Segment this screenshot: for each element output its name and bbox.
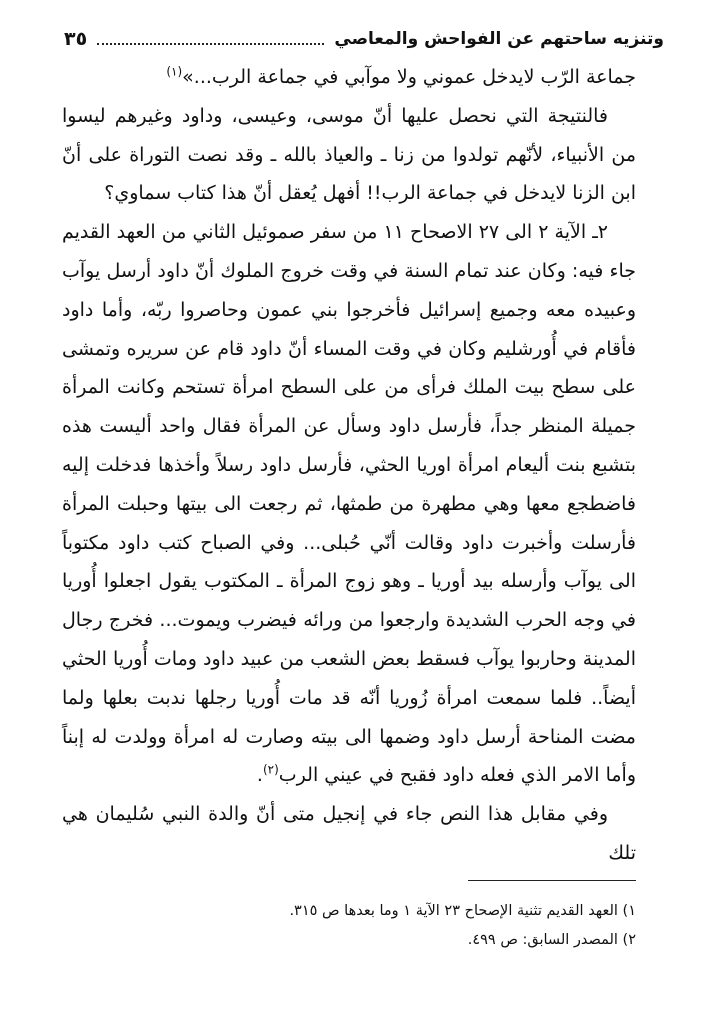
- footnotes: [62, 897, 636, 955]
- paragraph-2: [62, 97, 636, 213]
- paragraph-text: وفي مقابل هذا النص جاء في إنجيل متى أنّ والدة النبي سُليمان هي تلك: [62, 803, 636, 864]
- paragraph-text: فالنتيجة التي نحصل عليها أنّ موسى، وعيسى، وداود وغيرهم ليسوا من الأنبياء، لأنّهم تولدوا من زنا ـ والعياذ بالله ـ وقد نصت التوراة على أنّ ابن الزنا لايدخل في جماعة الرب!! أفهل يُعقل أنّ هذا كتاب سماوي؟: [62, 104, 636, 205]
- footnote-divider: [468, 880, 636, 881]
- running-header: [64, 22, 664, 56]
- footnote-ref-2: (٢): [262, 763, 279, 778]
- dotted-leader: [97, 33, 324, 45]
- paragraph-1: [62, 58, 636, 97]
- page-number: ٣٥: [64, 28, 88, 50]
- footnote-ref-1: (١): [166, 64, 183, 79]
- paragraph-text: جماعة الرّب لايدخل عموني ولا موآبي في جماعة الرب...»: [182, 66, 636, 88]
- paragraph-4: [62, 795, 636, 873]
- running-title: وتنزيه ساحتهم عن الفواحش والمعاصي: [334, 29, 664, 49]
- paragraph-3: [62, 213, 636, 795]
- paragraph-text: ٢ـ الآية ٢ الى ٢٧ الاصحاح ١١ من سفر صموئيل الثاني من العهد القديم جاء فيه: وكان عند تمام السنة في وقت خروج الملوك أنّ داود أرسل يوآب وعبيده معه وجميع إسرائيل فأخرجوا بني عمون وحاصروا ربّه، وأما داود فأقام في أُورشليم وكان في وقت المساء أنّ داود قام عن سريره وتمشى على سطح بيت الملك فرأى من على السطح امرأة تستحم وكانت المرأة جميلة المنظر جداً، فأرسل داود وسأل عن المرأة فقال واحد أليست هذه بتشبع بنت أليعام امرأة اوريا الحثي، فأرسل داود رسلاً وأخذها فدخلت إليه فاضطجع معها وهي مطهرة من طمثها، ثم رجعت الى بيتها وحبلت المرأة فأرسلت وأخبرت داود وقالت أنّي حُبلى... وفي الصباح كتب داود مكتوباً الى يوآب وأرسله بيد أوريا ـ وهو زوج المرأة ـ المكتوب يقول اجعلوا أُوريا في وجه الحرب الشديدة وارجعوا من ورائه فيضرب ويموت... فخرج رجال المدينة وحاربوا يوآب فسقط بعض الشعب من عبيد داود ومات أُوريا الحثي أيضاً.. فلما سمعت امرأة زُوريا أنّه قد مات أُوريا رجلها ندبت بعلها ولما مضت المناحة أرسل داود وضمها الى بيته وصارت له امرأة وولدت له إبناً وأما الامر الذي فعله داود فقبح في عيني الرب: [62, 221, 636, 787]
- main-text: [62, 58, 636, 873]
- footnote-2: ٢) المصدر السابق: ص ٤٩٩.: [467, 932, 636, 948]
- footnote-1: ١) العهد القديم تثنية الإصحاح ٢٣ الآية ١ وما بعدها ص ٣١٥.: [289, 903, 636, 919]
- paragraph-tail: .: [256, 764, 263, 787]
